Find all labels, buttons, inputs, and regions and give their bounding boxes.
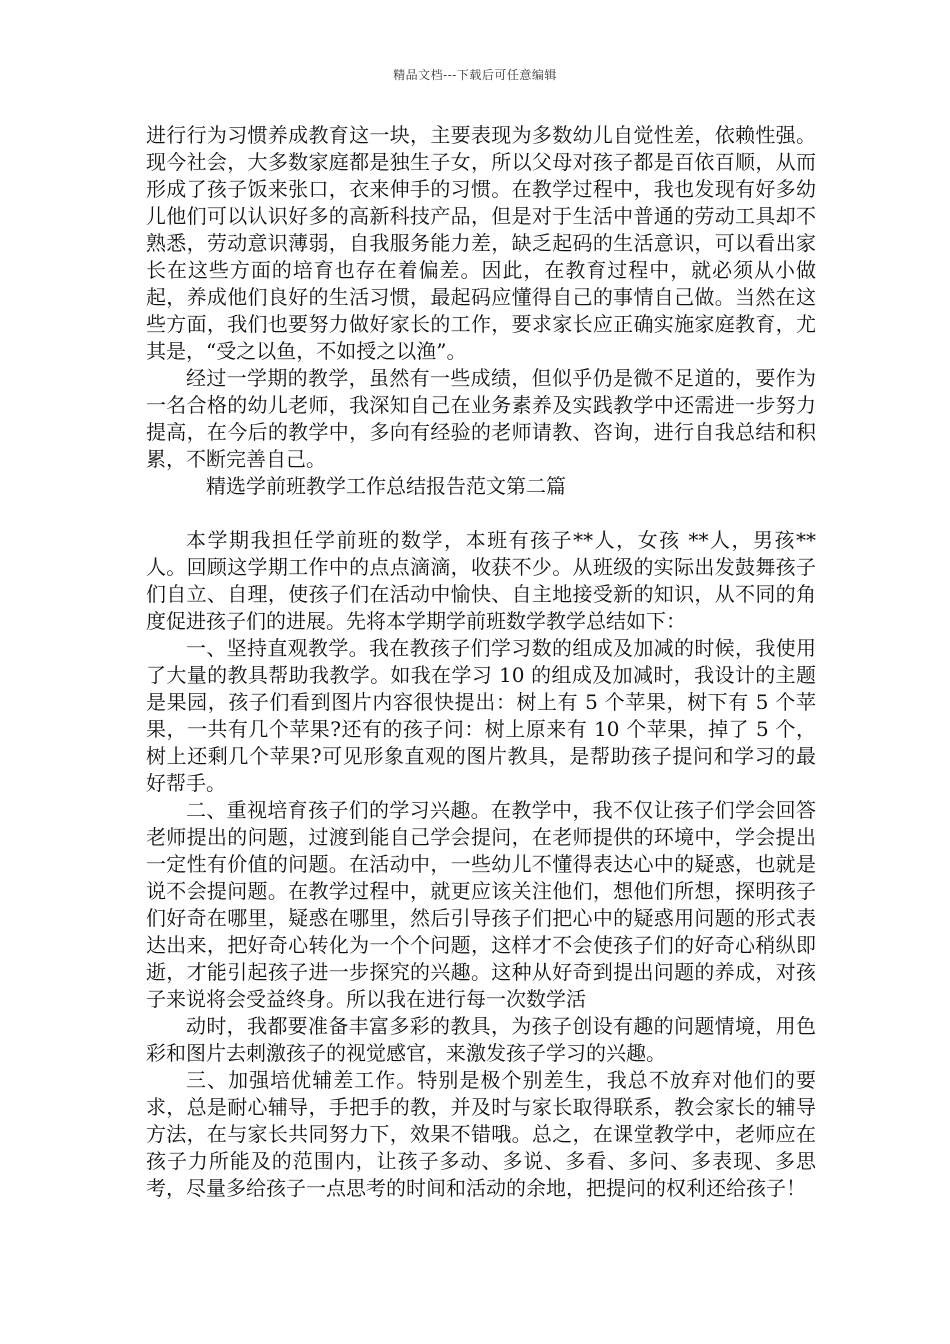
paragraph-point-three: 三、加强培优辅差工作。特别是极个别差生，我总不放弃对他们的要求，总是耐心辅导，手把手的教，并及时与家长取得联系，教会家长的辅导方法，在与家长共同努力下，效果不错哦。总之，在课堂教学中，老师应在孩子力所能及的范围内，让孩子多动、多说、多看、多问、多表现、多思考，尽量多给孩子一点思考的时间和活动的余地，把提问的权利还给孩子！	[146, 1068, 816, 1200]
paragraph-point-two: 二、重视培育孩子们的学习兴趣。在教学中，我不仅让孩子们学会回答老师提出的问题，过渡到能自己学会提问，在老师提供的环境中，学会提出一定性有价值的问题。在活动中，一些幼儿不懂得表达心中的疑惑，也就是说不会提问题。在教学过程中，就更应该关注他们，想他们所想，探明孩子们好奇在哪里，疑惑在哪里，然后引导孩子们把心中的疑惑用问题的形式表达出来，把好奇心转化为一个个问题，这样才不会使孩子们的好奇心稍纵即逝，才能引起孩子进一步探究的兴趣。这种从好奇到提出问题的养成，对孩子来说将会受益终身。所以我在进行每一次数学活	[146, 798, 816, 1011]
paragraph-intro: 本学期我担任学前班的数学，本班有孩子**人，女孩 **人，男孩** 人。回顾这学期工作中的点点滴滴，收获不少。从班级的实际出发鼓舞孩子们自立、自理，使孩子们在活动中愉快、自主地接受新的知识，从不同的角度促进孩子们的进展。先将本学期学前班数学教学总结如下：	[146, 528, 816, 633]
blank-line	[146, 500, 816, 527]
document-body	[146, 122, 816, 1202]
header-note: 精品文档---下载后可任意编辑	[393, 68, 557, 82]
paragraph-point-one: 一、坚持直观教学。我在教孩子们学习数的组成及加减的时候，我使用了大量的教具帮助我教学。如我在学习 10 的组成及加减时，我设计的主题是果园，孩子们看到图片内容很快提出：树上有 5 个苹果，树下有 5 个苹果，一共有几个苹果?还有的孩子问：树上原来有 10 个苹果，掉了 5 个，树上还剩几个苹果?可见形象直观的图片教具，是帮助孩子提问和学习的最好帮手。	[146, 636, 816, 795]
paragraph-habits: 进行行为习惯养成教育这一块，主要表现为多数幼儿自觉性差，依赖性强。现今社会，大多数家庭都是独生子女，所以父母对孩子都是百依百顺，从而形成了孩子饭来张口，衣来伸手的习惯。在教学过程中，我也发现有好多幼儿他们可以认识好多的高新科技产品，但是对于生活中普通的劳动工具却不熟悉，劳动意识薄弱，自我服务能力差，缺乏起码的生活意识，可以看出家长在这些方面的培育也存在着偏差。因此，在教育过程中，就必须从小做起，养成他们良好的生活习惯，最起码应懂得自己的事情自己做。当然在这些方面，我们也要努力做好家长的工作，要求家长应正确实施家庭教育，尤其是，“受之以鱼，不如授之以渔”。	[146, 123, 816, 363]
paragraph-point-two-continued: 动时，我都要准备丰富多彩的教具，为孩子创设有趣的问题情境，用色彩和图片去刺激孩子的视觉感官，来激发孩子学习的兴趣。	[146, 1014, 816, 1065]
paragraph-conclusion: 经过一学期的教学，虽然有一些成绩，但似乎仍是微不足道的，要作为一名合格的幼儿老师，我深知自己在业务素养及实践教学中还需进一步努力提高，在今后的教学中，多向有经验的老师请教、咨询，进行自我总结和积累，不断完善自己。	[146, 366, 816, 471]
section-title: 精选学前班教学工作总结报告范文第二篇	[206, 474, 566, 498]
